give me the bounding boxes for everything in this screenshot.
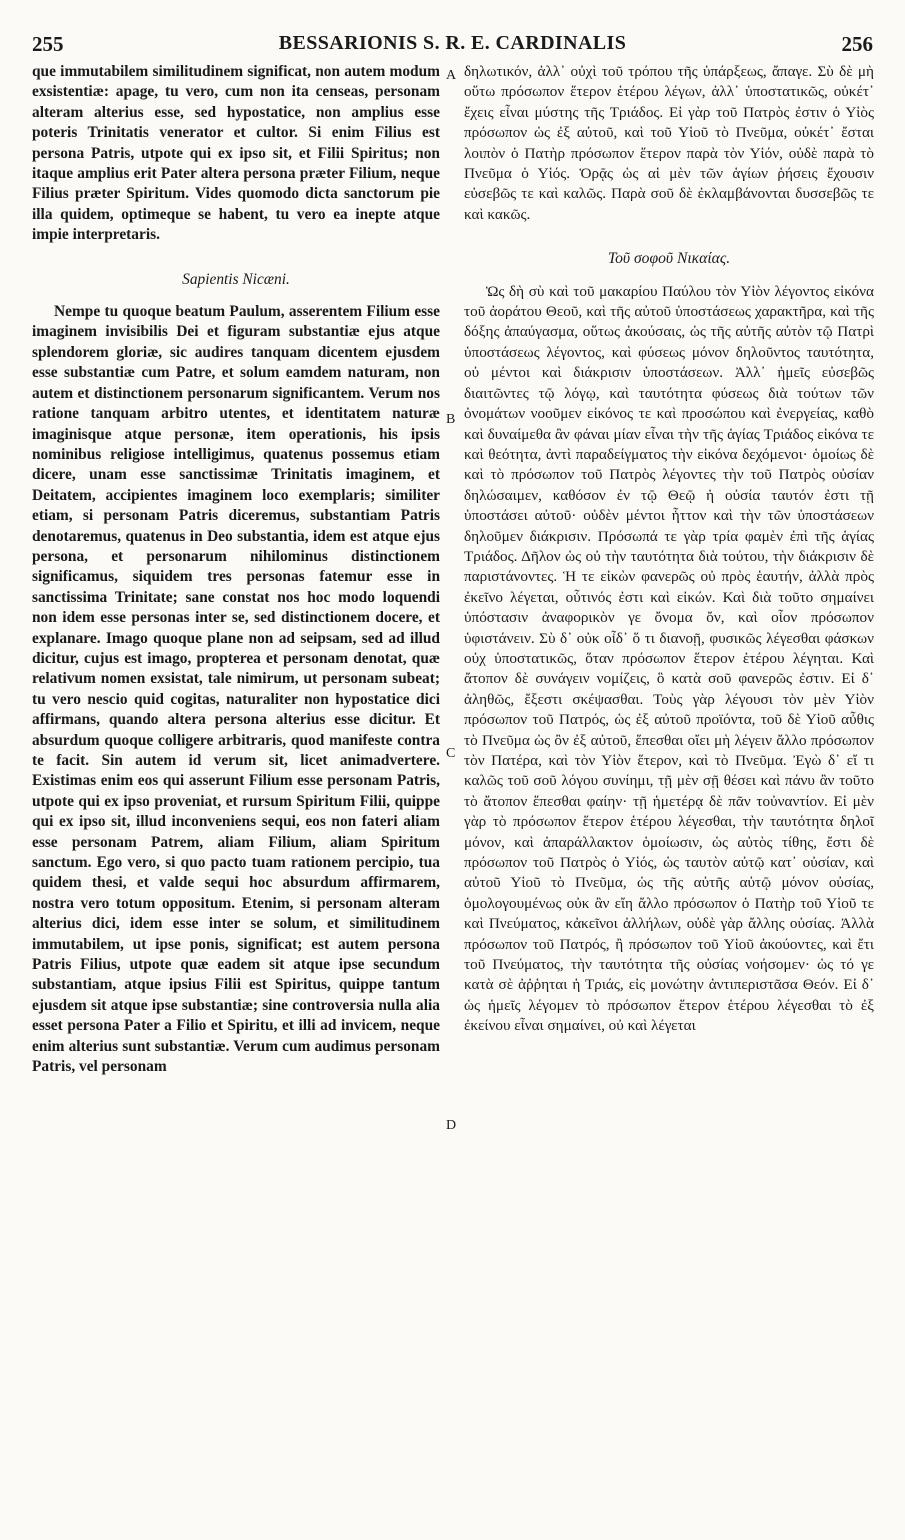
margin-marker-c: C <box>446 746 456 761</box>
greek-heading: Τοῦ σοφοῦ Νικαίας. <box>607 250 731 268</box>
margin-marker-b: B <box>446 412 456 427</box>
margin-marker-a: A <box>446 68 457 83</box>
page-number-left: 255 <box>32 32 64 56</box>
latin-paragraph-1: que immutabilem similitudinem significat, non autem modum exsistentiæ: apage, tu vero, cum non ita censeas, personam alteram alterius esse, sed hypostatice, non amplius esse poteris Trinitatis venerator et cultor. Si enim Filius est persona Patris, utpote qui ex ipso sit, et Filii Spiritus; non itaque amplius erit Pater altera persona præter Filium, neque Filius præter Spiritum. Vides quomodo dicta sanctorum pie illa quidem, optimeque se habent, tu vero ea inepte atque impie interpretaris. <box>32 63 440 244</box>
page-number-right: 256 <box>841 32 873 56</box>
greek-paragraph-1: δηλωτικόν, ἀλλ᾽ οὐχὶ τοῦ τρόπου τῆς ὑπάρξεως, ἄπαγε. Σὺ δὲ μὴ οὕτω πρόσωπον ἕτερον ἑτέρου λέγων, ἀλλ᾽ ὑποστατικῶς, οὐκέτ᾽ ἔχεις εἶναι μύστης τῆς Τριάδος. Εἰ γὰρ τοῦ Πατρὸς ἐστιν ὁ Υἱὸς πρόσωπον ὡς ἐξ αὐτοῦ, καὶ τοῦ Υἱοῦ τὸ Πνεῦμα, οὐκέτ᾽ ἔσται λοιπὸν ὁ Πατὴρ πρόσωπον ἕτερον παρὰ τὸν Υἱόν, οὐδὲ παρὰ τὸ Πνεῦμα ὁ Υἱός. Ὁρᾷς ὡς αἱ μὲν τῶν ἁγίων ῥήσεις ἔχουσιν εὐσεβῶς τε καὶ καλῶς. Παρὰ σοῦ δὲ ἐκλαμβάνονται δυσσεβῶς τε καὶ κακῶς. <box>464 63 874 223</box>
page-header <box>30 32 875 58</box>
margin-marker-d: D <box>446 1118 457 1133</box>
latin-paragraph-2: Nempe tu quoque beatum Paulum, asserentem Filium esse imaginem invisibilis Dei et figuram substantiæ ejus atque splendorem gloriæ, sic audires tanquam dicentem ejusdem esse substantiæ cum Patre, et solum eamdem naturam, non autem et distinctionem personarum significantem. Verum nos ratione tanquam arbitro utentes, et identitatem naturæ imaginisque atque personæ, item operationis, his ipsis nominibus religiose intelligimus, quatenus possemus etiam dicere, unam esse sanctissimæ Trinitatis imaginem, et Deitatem, accipientes imaginem loco exemplaris; similiter etiam, si personam Patris diceremus, substantiam Patris denotaremus, quatenus in Deo substantia, idem est atque ejus persona, et personarum nihilominus distinctionem significamus, siquidem tres personas fatemur esse in sanctissima Trinitate; sane constat nos hoc modo loquendi non idem esse personas inter se, sed distinctionem docere, et explanare. Imago quoque plane non ad seipsam, sed ad illud dicitur, cujus est imago, propterea et personam denotat, quæ relativum nomen exsistat, tale nimirum, ut personam subeat; tu vero nescio quid cogitas, naturaliter non hypostatice dici affirmans, quando altera persona alterius esse dicitur. Et absurdum quoque colligere arbitraris, quod manifeste contra te facit. Sin autem id verum sit, licet animadvertere. Existimas enim eos qui asserunt Filium esse personam Patris, utpote qui ex ipso proveniat, et rursum Spiritum Filii, quippe qui ex ipso sit, illud inconveniens sequi, eos non fateri aliam esse personam Patrem, aliam Filium, aliam Spiritum sanctum. Ego vero, si quo pacto tuam rationem percipio, tua quidem thesi, et valde sequi hoc absurdum affirmarem, nostra vero totum oppositum. Etenim, si personam alteram alterius dici, idem esse inter se solum, et similitudinem immutabilem, ut ipse ponis, significat; est autem persona Patris Filius, utpote quæ eadem sit atque ipse secundum substantiam, atque ipsius Filii est Spiritus, quippe tantum ejusdem sit atque ipse substantiæ; sine controversia nulla alia esset persona Pater a Filio et Spiritu, et illi ad invicem, neque enim alterius sunt substantiæ. Verum cum audimus personam Patris, vel personam <box>32 303 440 1076</box>
latin-heading: Sapientis Nicæni. <box>182 270 290 288</box>
greek-paragraph-2: Ὡς δὴ σὺ καὶ τοῦ μακαρίου Παύλου τὸν Υἱὸν λέγοντος εἰκόνα τοῦ ἀοράτου Θεοῦ, καὶ τῆς αὐτοῦ ὑποστάσεως χαρακτῆρα, καὶ τῆς δόξης ἀπαύγασμα, οὕτως ἀκούσαις, ὡς τῆς αὐτῆς αὐτὸν τῷ Πατρὶ ὑποστάσεως λέγοντος, καὶ φύσεως μόνον δηλοῦντος ταυτότητα, οὐ μέντοι καὶ διάκρισιν ὑποστάσεων. Ἀλλ᾽ ἡμεῖς εὐσεβῶς διαιτῶντες τῷ λόγῳ, καὶ ταυτότητα φύσεως διὰ τούτων τῶν ὀνομάτων νοοῦμεν εἰκόνος τε καὶ προσώπου καὶ ἐνεργείας, καθὸ καὶ δυναίμεθα ἂν φάναι μίαν εἶναι τὴν τῆς ἁγίας Τριάδος εἰκόνα τε καὶ θεότητα, ἀντὶ παραδείγματος τὴν εἰκόνα δεχόμενοι· ὁμοίως δὲ καὶ τὸ πρόσωπον τοῦ Πατρὸς λέγοντες τὴν τοῦ Πατρὸς οὐσίαν δηλώσαιμεν, καθόσον ἐν τῷ Θεῷ ἡ οὐσία ταυτόν ἐστι τῇ ὑποστάσει αὐτοῦ· οὐδὲν μέντοι ἧττον καὶ τὴν τῶν ὑποστάσεων δηλοῦμεν διάκρισιν. Πρόσωπά τε γὰρ τρία φαμὲν ἐπὶ τῆς ἁγίας Τριάδος. Δῆλον ὡς οὐ τὴν ταυτότητα διὰ τούτου, τὴν διάκρισιν δὲ παριστάνοντες. Ἡ τε εἰκὼν φανερῶς οὐ πρὸς ἑαυτήν, ἀλλὰ πρὸς ἐκεῖνο λέγεται, οὗτινός ἐστι καὶ εἰκών. Καὶ διὰ τοῦτο σημαίνει ὑπόστασιν ἀναφορικὸν γε ὄνομα ὄν, καὶ οἷον πρόσωπον ὑφιστάνειν. Σὺ δ᾽ οὐκ οἶδ᾽ ὅ τι διανοῇ, φυσικῶς λέγεσθαι φάσκων οὐχ ὑποστατικῶς, ὅταν πρόσωπον ἕτερον ἑτέρου λέγηται. Καὶ ἄτοπον δὲ συνάγειν νομίζεις, ὃ κατὰ σοῦ φανερῶς ἐστιν. Εἰ δ᾽ ἀληθῶς, ἔξεστι σκέψασθαι. Τοὺς γὰρ λέγουσι τὸν μὲν Υἱὸν πρόσωπον τοῦ Πατρός, ὡς ἐξ αὐτοῦ προϊόντα, τοῦ δὲ Υἱοῦ αὖθις τὸ Πνεῦμα ὡς ὂν ἐξ αὐτοῦ, ἕπεσθαι οἴει μὴ λέγειν ἄλλο πρόσωπον τὸν Πατέρα, καὶ τὸν Υἱὸν ἕτερον, καὶ τὸ Πνεῦμα. Ἐγὼ δ᾽ εἴ τι καλῶς τοῦ σοῦ λόγου συνίημι, τῇ μὲν σῇ θέσει καὶ πάνυ ἂν τοῦτο τὸ ἄτοπον ἕπεσθαι φαίην· τῇ ἡμετέρᾳ δὲ πᾶν τοὐναντίον. Εἰ μὲν γὰρ τὸ πρόσωπον ἕτερον ἑτέρου λέγεσθαι, τὴν ταυτότητα δηλοῖ μόνον, καὶ ἀπαράλλακτον ὁμοίωσιν, ὡς αὐτὸς τίθης, ἔστι δὲ πρόσωπον τοῦ Πατρὸς ὁ Υἱός, ὡς ταυτὸν αὐτῷ κατ᾽ οὐσίαν, καὶ αὐτοῦ Υἱοῦ τὸ Πνεῦμα, ὡς τῆς αὐτῆς αὐτῷ μόνον οὐσίας, ὁμολογουμένως οὐκ ἂν εἴη ἄλλο πρόσωπον ὁ Πατὴρ τοῦ Υἱοῦ τε καὶ Πνεύματος, κἀκεῖνοι ἀλλήλων, οὐδὲ γὰρ ἄλλης οὐσίας. Ἀλλὰ πρόσωπον τοῦ Πατρός, ἢ πρόσωπον τοῦ Υἱοῦ ἀκούοντες, καὶ ἔτι τοῦ Πνεύματος, τὴν ταυτότητα τῆς οὐσίας νοήσομεν· ὡς τό γε κατὰ σὲ ἀῤῥηται ἡ Τριάς, εἰς μονώτην ἀντιπεριστᾶσα Θεόν. Εἰ δ᾽ ὡς ἡμεῖς λέγομεν τὸ πρόσωπον ἕτερον ἑτέρου λέγεσθαι τὸ ἐξ ἐκείνου εἶναι σημαίνει, οὐ καὶ λέγεται <box>464 282 874 1035</box>
running-title: BESSARIONIS S. R. E. CARDINALIS <box>278 32 627 54</box>
greek-column <box>464 62 874 1037</box>
latin-column <box>32 62 440 1078</box>
